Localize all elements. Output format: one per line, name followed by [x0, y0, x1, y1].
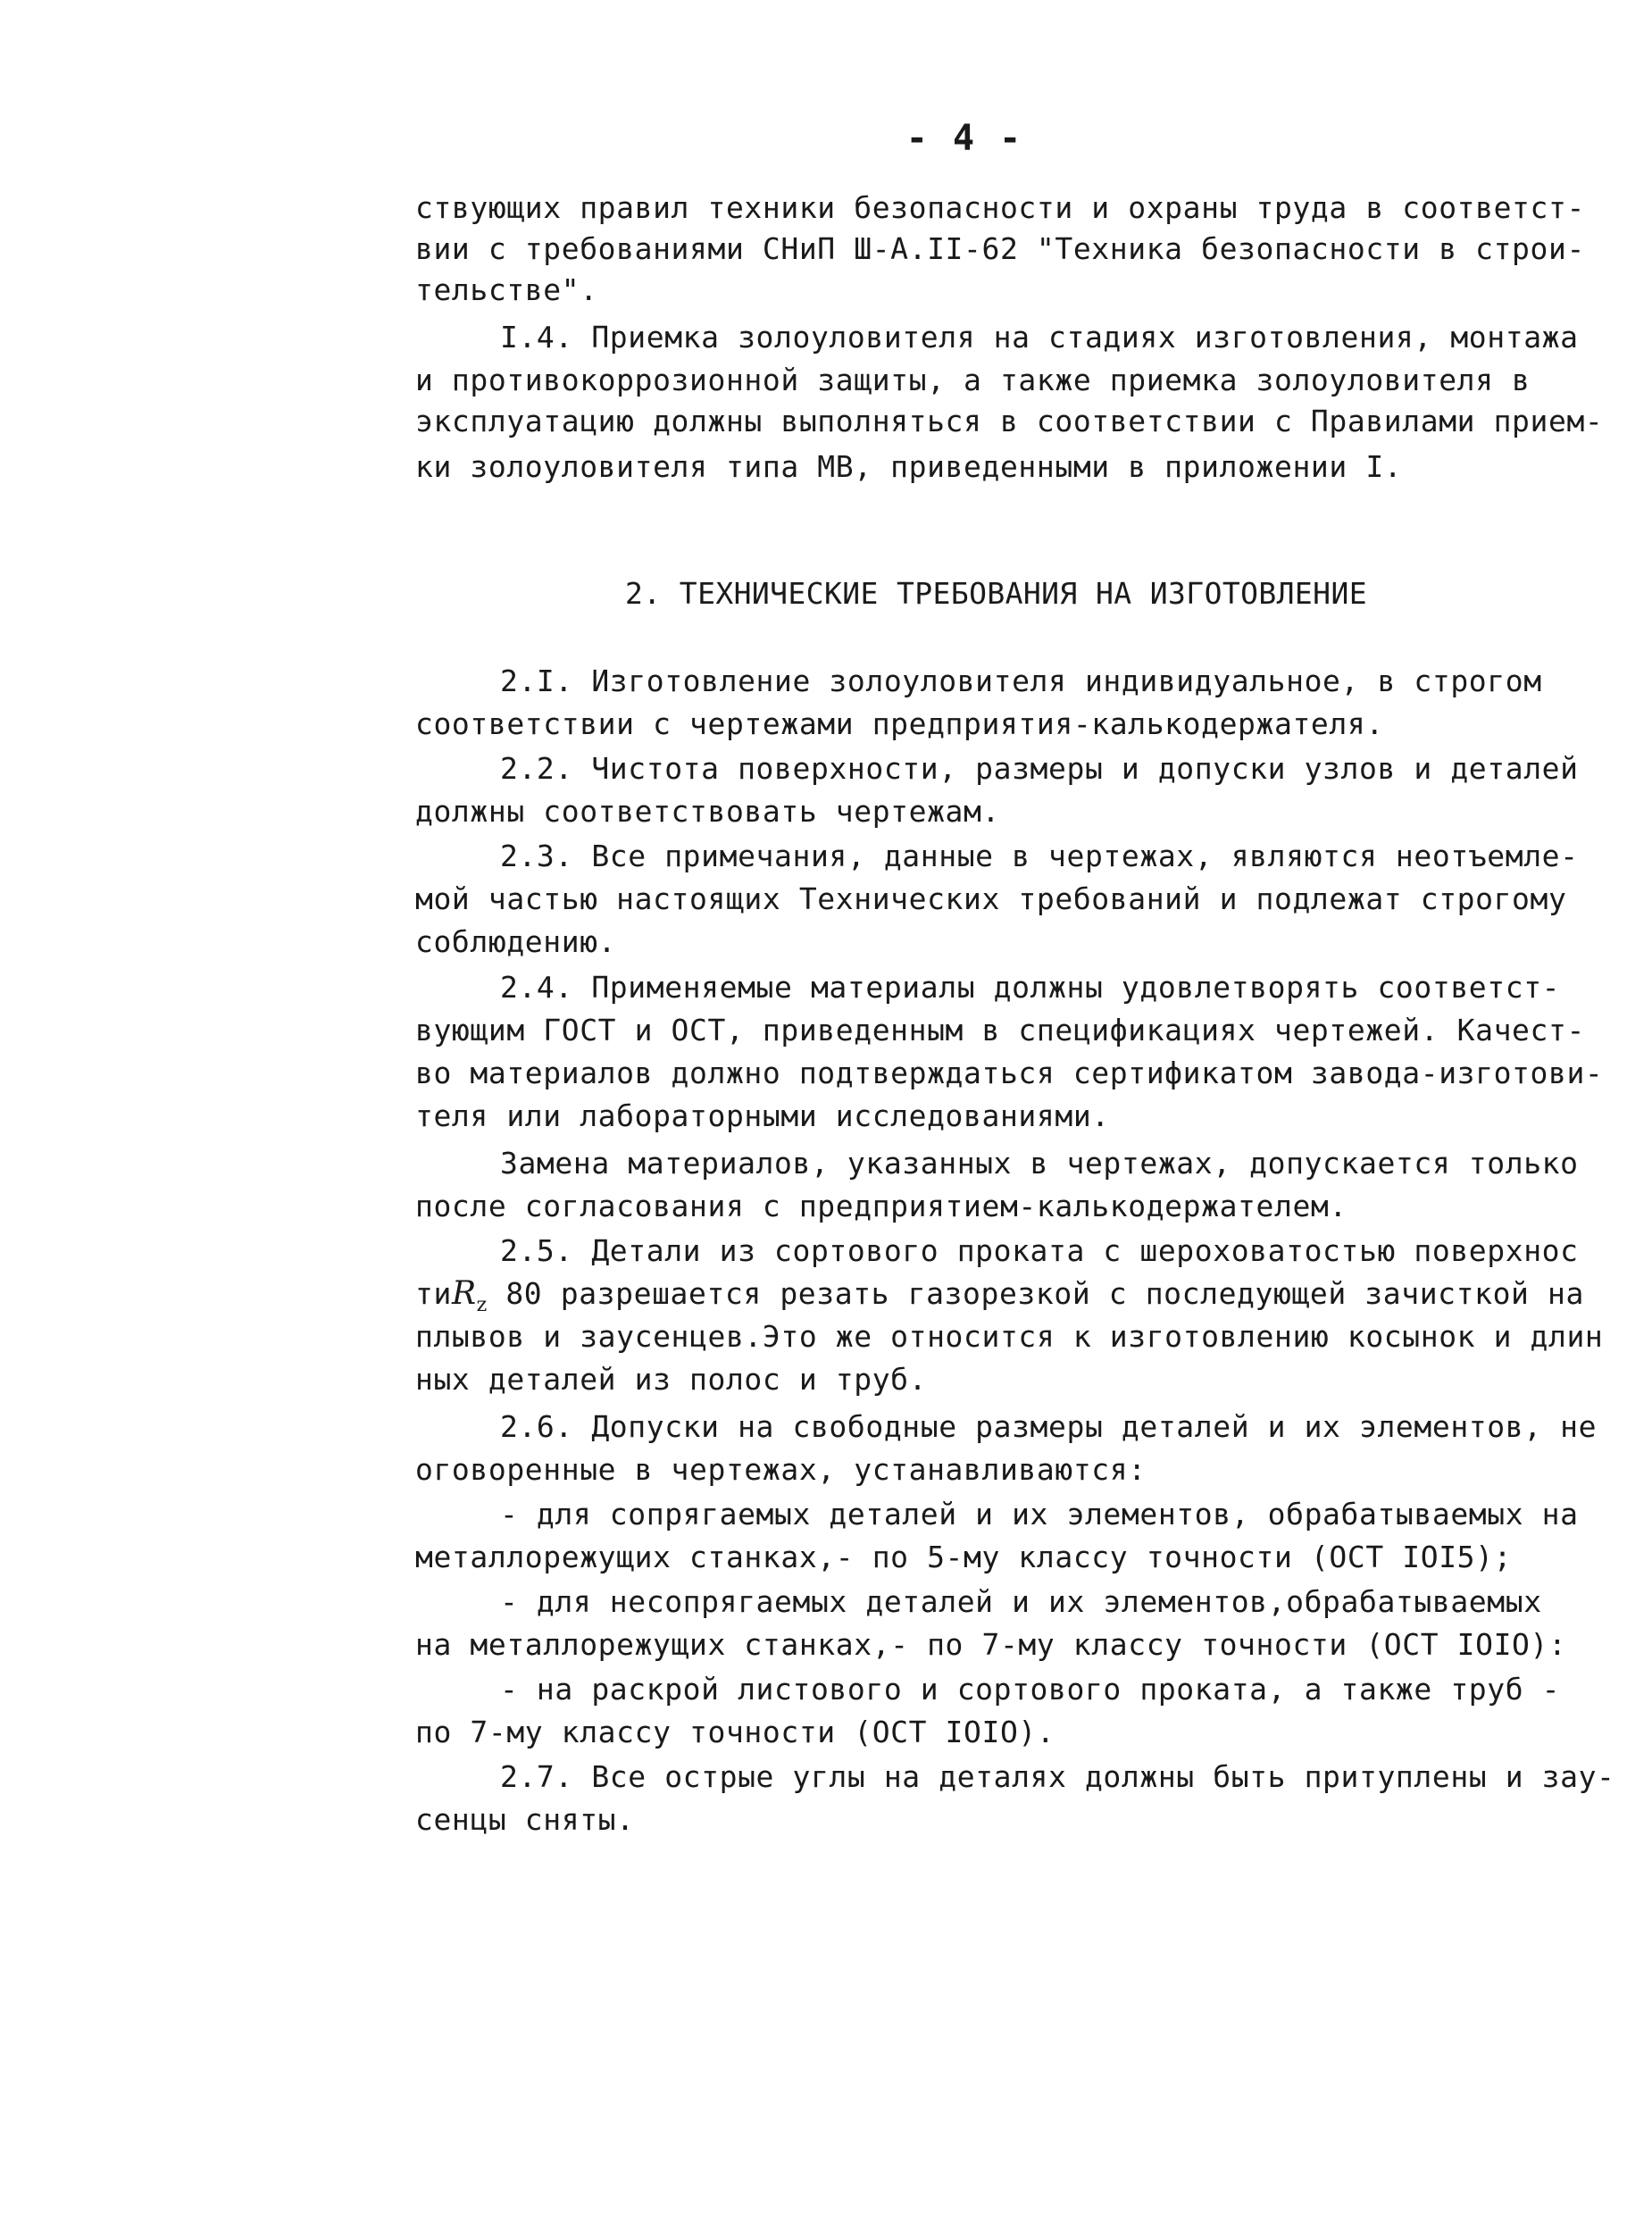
rz-subscript: z — [476, 1294, 488, 1317]
text-line: Замена материалов, указанных в чертежах, допускается только — [500, 1146, 1579, 1181]
text-line: на металлорежущих станках,- по 7-му классу точности (ОСТ IOIO): — [415, 1627, 1567, 1662]
text-line: должны соответствовать чертежам. — [415, 794, 1000, 829]
text-line: оговоренные в чертежах, устанавливаются: — [415, 1452, 1147, 1487]
text-line: вующим ГОСТ и ОСТ, приведенным в спецификациях чертежей. Качест- — [415, 1013, 1585, 1048]
text-line: 2.6. Допуски на свободные размеры деталей и их элементов, не — [500, 1409, 1598, 1444]
text-line: после согласования с предприятием-калькодержателем. — [415, 1189, 1347, 1223]
text-line: 2.2. Чистота поверхности, размеры и допуски узлов и деталей — [500, 751, 1579, 786]
text-line: ных деталей из полос и труб. — [415, 1362, 928, 1397]
text-line: по 7-му классу точности (ОСТ IOIO). — [415, 1715, 1055, 1749]
text-line: 2.I. Изготовление золоуловителя индивидуальное, в строгом — [500, 664, 1542, 698]
text-line: ствующих правил техники безопасности и охраны труда в соответст- — [415, 190, 1585, 225]
rz-letter: R — [451, 1275, 477, 1312]
page-number: - 4 - — [905, 118, 1023, 159]
text-line: 2.7. Все острые углы на деталях должны быть притуплены и зау- — [500, 1759, 1615, 1794]
text-fragment: 80 разрешается резать газорезкой с последующей зачисткой на — [487, 1276, 1584, 1311]
text-line: 2.5. Детали из сортового проката с шероховатостью поверхнос — [500, 1233, 1579, 1268]
list-item: - для несопрягаемых деталей и их элементов,обрабатываемых — [500, 1584, 1542, 1619]
section-heading: 2. ТЕХНИЧЕСКИЕ ТРЕБОВАНИЯ НА ИЗГОТОВЛЕНИЕ — [625, 576, 1367, 611]
text-line: соблюдению. — [415, 924, 617, 959]
text-fragment: ти — [415, 1276, 452, 1311]
text-line: ки золоуловителя типа МВ, приведенными в приложении I. — [415, 449, 1403, 484]
text-line: сенцы сняты. — [415, 1802, 635, 1837]
text-line: теля или лабораторными исследованиями. — [415, 1098, 1110, 1133]
text-line: и противокоррозионной защиты, а также приемка золоуловителя в — [415, 363, 1531, 397]
text-line: эксплуатацию должны выполняться в соответствии с Правилами прием- — [415, 404, 1604, 438]
text-line: 2.3. Все примечания, данные в чертежах, являются неотъемле- — [500, 839, 1579, 873]
text-line: плывов и заусенцев.Это же относится к изготовлению косынок и длин — [415, 1319, 1604, 1354]
text-line: соответствии с чертежами предприятия-калькодержателя. — [415, 706, 1384, 741]
text-line: тельстве". — [415, 272, 598, 307]
list-item: - на раскрой листового и сортового проката, а также труб - — [500, 1672, 1561, 1707]
text-line: металлорежущих станках,- по 5-му классу точности (ОСТ IOI5); — [415, 1540, 1513, 1574]
rz-roughness-symbol — [451, 1275, 488, 1317]
text-line: мой частью настоящих Технических требований и подлежат строгому — [415, 881, 1567, 916]
text-line: 2.4. Применяемые материалы должны удовлетворять соответст- — [500, 970, 1561, 1005]
text-line: I.4. Приемка золоуловителя на стадиях изготовления, монтажа — [500, 320, 1579, 355]
text-line: во материалов должно подтверждаться сертификатом завода-изготови- — [415, 1056, 1604, 1090]
text-line: вии с требованиями СНиП Ш-А.II-62 "Техника безопасности в строи- — [415, 231, 1585, 266]
list-item: - для сопрягаемых деталей и их элементов, обрабатываемых на — [500, 1497, 1579, 1532]
